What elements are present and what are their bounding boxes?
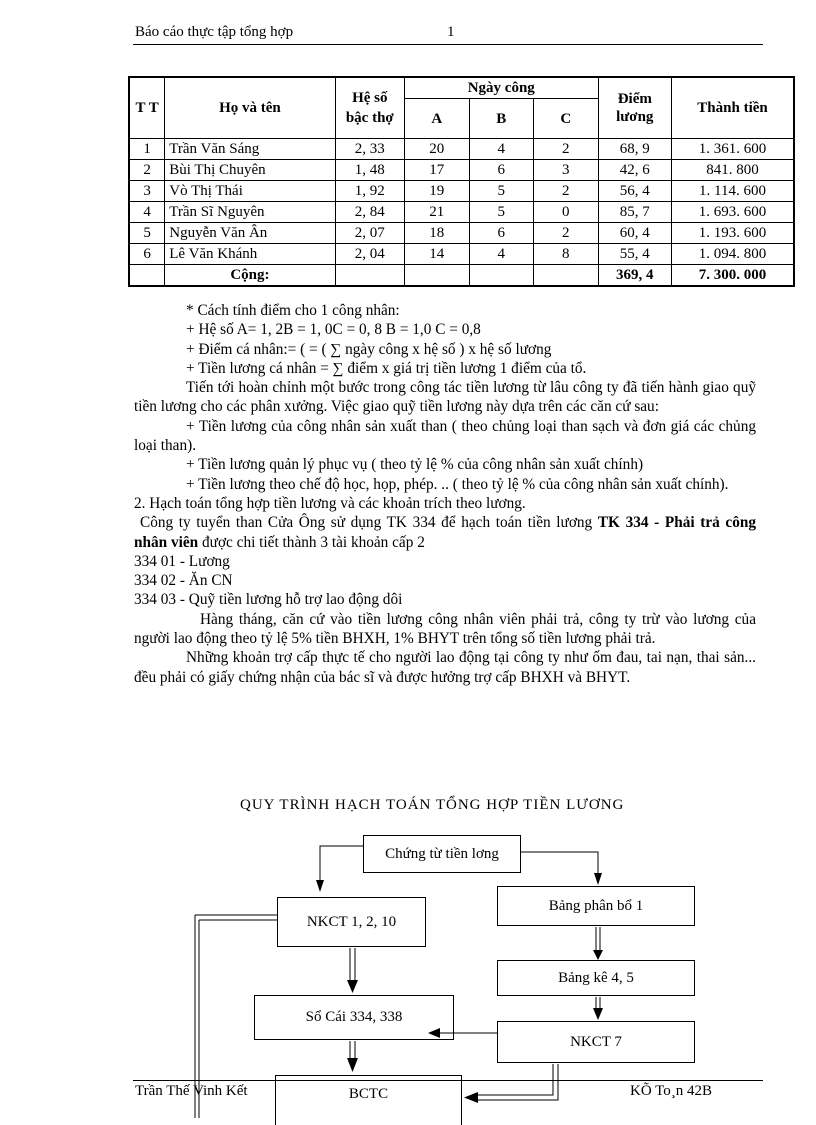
list-item: 334 01 - Lương bbox=[134, 552, 230, 570]
paragraph: * Cách tính điểm cho 1 công nhân: bbox=[186, 302, 400, 319]
table-row: 1 Trần Văn Sáng 2, 33 20 4 2 68, 9 1. 361. 600 bbox=[129, 139, 794, 160]
col-amount: Thành tiền bbox=[672, 77, 794, 139]
table-row: 3 Vò Thị Thái 1, 92 19 5 2 56, 4 1. 114. 600 bbox=[129, 181, 794, 202]
arrow-head bbox=[464, 1092, 478, 1103]
col-name: Họ và tên bbox=[165, 77, 335, 139]
col-points: Điểm lương bbox=[598, 77, 672, 139]
arrow-head bbox=[316, 880, 324, 892]
total-label: Cộng: bbox=[165, 265, 335, 287]
table-row: 6 Lê Văn Khánh 2, 04 14 4 8 55, 4 1. 094. 800 bbox=[129, 244, 794, 265]
col-tt: T T bbox=[129, 77, 165, 139]
col-a: A bbox=[405, 99, 469, 139]
flow-box-nkct-7: NKCT 7 bbox=[497, 1021, 695, 1063]
flow-box-so-cai: Sổ Cái 334, 338 bbox=[254, 995, 454, 1040]
footer-divider bbox=[133, 1080, 763, 1081]
paragraph: + Tiền lương theo chế độ học, họp, phép. .. ( theo tỷ lệ % của công nhân sản xuất chính). bbox=[186, 475, 729, 493]
arrow-head bbox=[347, 1058, 358, 1072]
arrow-head bbox=[593, 950, 603, 960]
account-title: TK 334 - Phải trả công nhân viên bbox=[134, 514, 757, 551]
paragraph: Công ty tuyển than Cửa Ông sử dụng TK 334 để hạch toán tiền lương TK 334 - Phải trả công nhân viên được chi tiết thành 3 tài khoản cấp 2 bbox=[134, 514, 757, 551]
paragraph: + Điểm cá nhân:= ( = ( ∑ ngày công x hệ số ) x hệ số lương bbox=[186, 340, 552, 358]
list-item: 334 03 - Quỹ tiền lương hỗ trợ lao động dôi bbox=[134, 591, 403, 609]
total-points: 369, 4 bbox=[598, 265, 672, 287]
flowchart-title: QUY TRÌNH HẠCH TOÁN TỔNG HỢP TIỀN LƯƠNG bbox=[240, 797, 625, 813]
paragraph: + Hệ số A= 1, 2B = 1, 0C = 0, 8 B = 1,0 C = 0,8 bbox=[186, 321, 481, 339]
col-c: C bbox=[534, 99, 598, 139]
arrow-head bbox=[593, 1008, 603, 1020]
header-title: Báo cáo thực tập tổng hợp bbox=[135, 24, 294, 40]
col-days: Ngày công bbox=[405, 77, 598, 99]
connector-line bbox=[521, 852, 598, 873]
paragraph: Hàng tháng, căn cứ vào tiền lương công nhân viên phải trả, công ty trừ vào lương của người lao động theo tỷ lệ 5% tiền BHXH, 1% BHYT trên tổng số tiền lương phải trả. bbox=[134, 610, 756, 648]
page-number: 1 bbox=[447, 24, 455, 40]
connector-line bbox=[320, 846, 363, 880]
flow-box-bang-ke: Bảng kê 4, 5 bbox=[497, 960, 695, 996]
footer-class: KÕ To¸n 42B bbox=[630, 1083, 713, 1099]
paragraph: + Tiền lương của công nhân sản xuất than ( theo chủng loại than sạch và đơn giá các chủng loại than). bbox=[134, 417, 756, 455]
section-heading: 2. Hạch toán tổng hợp tiền lương và các khoản trích theo lương. bbox=[134, 494, 526, 512]
flow-box-bctc: BCTC bbox=[275, 1075, 462, 1125]
arrow-head bbox=[594, 873, 602, 885]
paragraph: + Tiền lương cá nhân = ∑ điểm x giá trị tiền lương 1 điểm của tổ. bbox=[186, 359, 587, 377]
flow-box-bang-phan-bo: Bảng phân bổ 1 bbox=[497, 886, 695, 926]
total-amount: 7. 300. 000 bbox=[672, 265, 794, 287]
table-row: 4 Trần Sĩ Nguyên 2, 84 21 5 0 85, 7 1. 693. 600 bbox=[129, 202, 794, 223]
footer-author: Trần Thế Vinh Kết bbox=[135, 1083, 248, 1099]
paragraph: + Tiền lương quản lý phục vụ ( theo tỷ lệ % của công nhân sản xuất chính) bbox=[186, 456, 644, 474]
flow-box-chung-tu: Chứng từ tiền lơng bbox=[363, 835, 521, 873]
paragraph: Những khoản trợ cấp thực tế cho người lao động tại công ty như ốm đau, tai nạn, thai sản... đều phải có giấy chứng nhận của bác sĩ và được hưởng trợ cấp BHXH và BHYT. bbox=[134, 649, 756, 686]
arrow-head bbox=[347, 980, 358, 993]
arrow-head bbox=[428, 1028, 440, 1038]
table-row: 2 Bùi Thị Chuyên 1, 48 17 6 3 42, 6 841. 800 bbox=[129, 160, 794, 181]
col-coef: Hệ số bậc thợ bbox=[335, 77, 405, 139]
list-item: 334 02 - Ăn CN bbox=[134, 572, 233, 590]
col-b: B bbox=[469, 99, 533, 139]
paragraph: Tiến tới hoàn chỉnh một bước trong công tác tiền lương từ lâu công ty đã tiến hành giao quỹ tiền lương cho các phân xưởng. Việc giao quỹ tiền lương này dựa trên các căn cứ sau: bbox=[134, 379, 756, 416]
table-row: 5 Nguyễn Văn Ân 2, 07 18 6 2 60, 4 1. 193. 600 bbox=[129, 223, 794, 244]
flow-box-nkct-1: NKCT 1, 2, 10 bbox=[277, 897, 426, 947]
